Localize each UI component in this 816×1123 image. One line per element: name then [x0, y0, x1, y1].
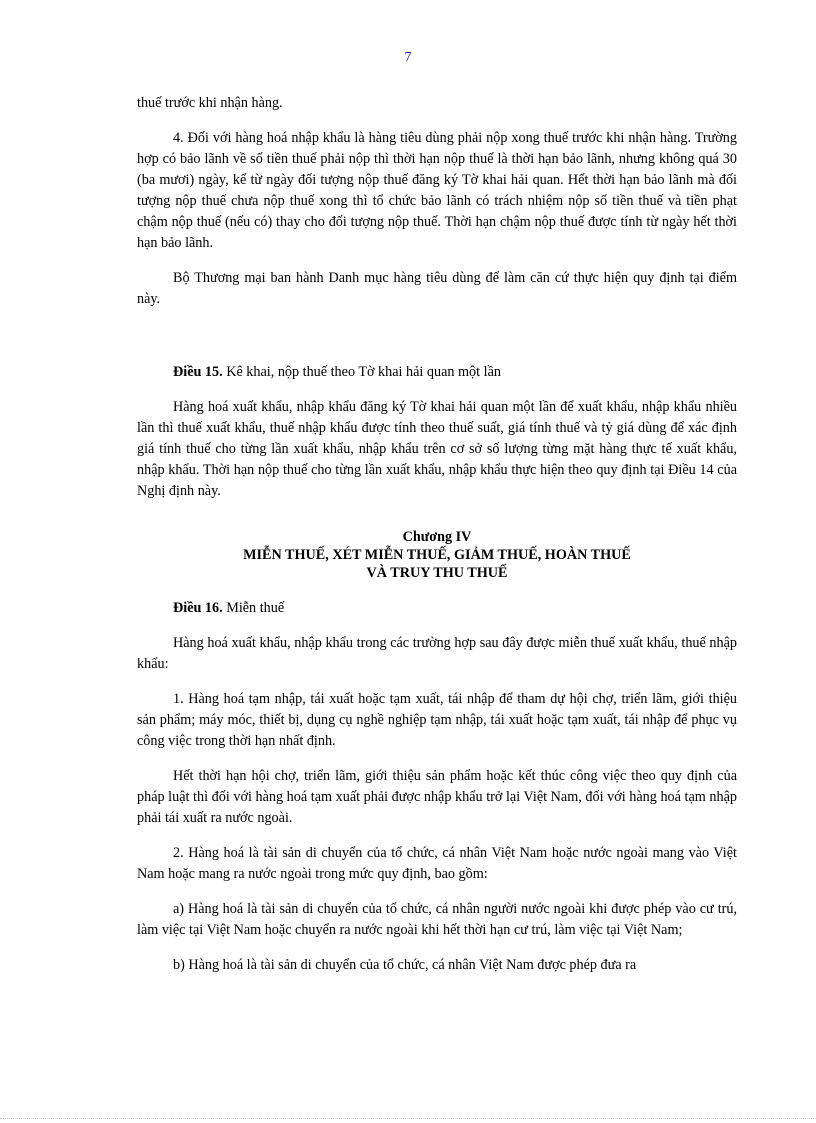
article-16-title: Miễn thuế: [226, 600, 285, 616]
chapter-label: Chương IV: [402, 529, 472, 545]
document-body: [137, 93, 737, 990]
article-15-heading: [137, 362, 737, 383]
paragraph: b) Hàng hoá là tài sản di chuyển của tổ chức, cá nhân Việt Nam được phép đưa ra: [173, 957, 637, 973]
paragraph: 2. Hàng hoá là tài sản di chuyển của tổ chức, cá nhân Việt Nam hoặc nước ngoài mang vào Việt Nam hoặc mang ra nước ngoài trong mức quy định, bao gồm:: [137, 845, 737, 882]
chapter-title-line-2: VÀ TRUY THU THUẾ: [366, 565, 508, 581]
paragraph: 4. Đối với hàng hoá nhập khẩu là hàng tiêu dùng phải nộp xong thuế trước khi nhận hàng. Trường hợp có bảo lãnh về số tiền thuế phải nộp thì thời hạn nộp thuế là thời hạn bảo lãnh, nhưng không quá 30 (ba mươi) ngày, kể từ ngày đối tượng nộp thuế đăng ký Tờ khai hải quan. Hết thời hạn bảo lãnh mà đối tượng nộp thuế chưa nộp thuế xong thì tổ chức bảo lãnh có trách nhiệm nộp số tiền thuế và tiền phạt chậm nộp thuế (nếu có) thay cho đối tượng nộp thuế. Thời hạn chậm nộp thuế được tính từ ngày hết thời hạn bảo lãnh.: [137, 130, 737, 251]
paragraph: Hàng hoá xuất khẩu, nhập khẩu trong các trường hợp sau đây được miễn thuế xuất khẩu, thuế nhập khẩu:: [137, 635, 737, 672]
article-16-heading: [137, 598, 737, 619]
chapter-title-line-1: MIỄN THUẾ, XÉT MIỄN THUẾ, GIẢM THUẾ, HOÀN THUẾ: [243, 547, 631, 563]
paragraph: a) Hàng hoá là tài sản di chuyển của tổ chức, cá nhân người nước ngoài khi được phép vào cư trú, làm việc tại Việt Nam hoặc chuyển ra nước ngoài khi hết thời hạn cư trú, làm việc tại Việt Nam;: [137, 901, 737, 938]
paragraph: thuế trước khi nhận hàng.: [137, 95, 283, 111]
chapter-heading: [137, 528, 737, 582]
paragraph: 1. Hàng hoá tạm nhập, tái xuất hoặc tạm xuất, tái nhập để tham dự hội chợ, triển lãm, giới thiệu sản phẩm; máy móc, thiết bị, dụng cụ nghề nghiệp tạm nhập, tái xuất hoặc tạm xuất, tái nhập để phục vụ công việc trong thời hạn nhất định.: [137, 691, 737, 749]
paragraph: Hết thời hạn hội chợ, triển lãm, giới thiệu sản phẩm hoặc kết thúc công việc theo quy định của pháp luật thì đối với hàng hoá tạm xuất phải được nhập khẩu trở lại Việt Nam, đối với hàng hoá tạm nhập phải tái xuất ra nước ngoài.: [137, 768, 737, 826]
article-15-title: Kê khai, nộp thuế theo Tờ khai hải quan một lần: [226, 364, 501, 380]
paragraph: Bộ Thương mại ban hành Danh mục hàng tiêu dùng để làm căn cứ thực hiện quy định tại điểm này.: [137, 270, 737, 307]
article-15-label: Điều 15.: [173, 364, 223, 380]
page-number: 7: [404, 50, 412, 65]
paragraph: Hàng hoá xuất khẩu, nhập khẩu đăng ký Tờ khai hải quan một lần để xuất khẩu, nhập khẩu nhiều lần thì thuế xuất khẩu, thuế nhập khẩu được tính theo thuế suất, giá tính thuế và tỷ giá dùng để xác định giá tính thuế cho từng lần xuất khẩu, nhập khẩu trên cơ sở số lượng từng mặt hàng thực tế xuất khẩu, nhập khẩu. Thời hạn nộp thuế cho từng lần xuất khẩu, nhập khẩu thực hiện theo quy định tại Điều 14 của Nghị định này.: [137, 399, 737, 499]
page-bottom-divider: [0, 1118, 816, 1119]
article-16-label: Điều 16.: [173, 600, 223, 616]
